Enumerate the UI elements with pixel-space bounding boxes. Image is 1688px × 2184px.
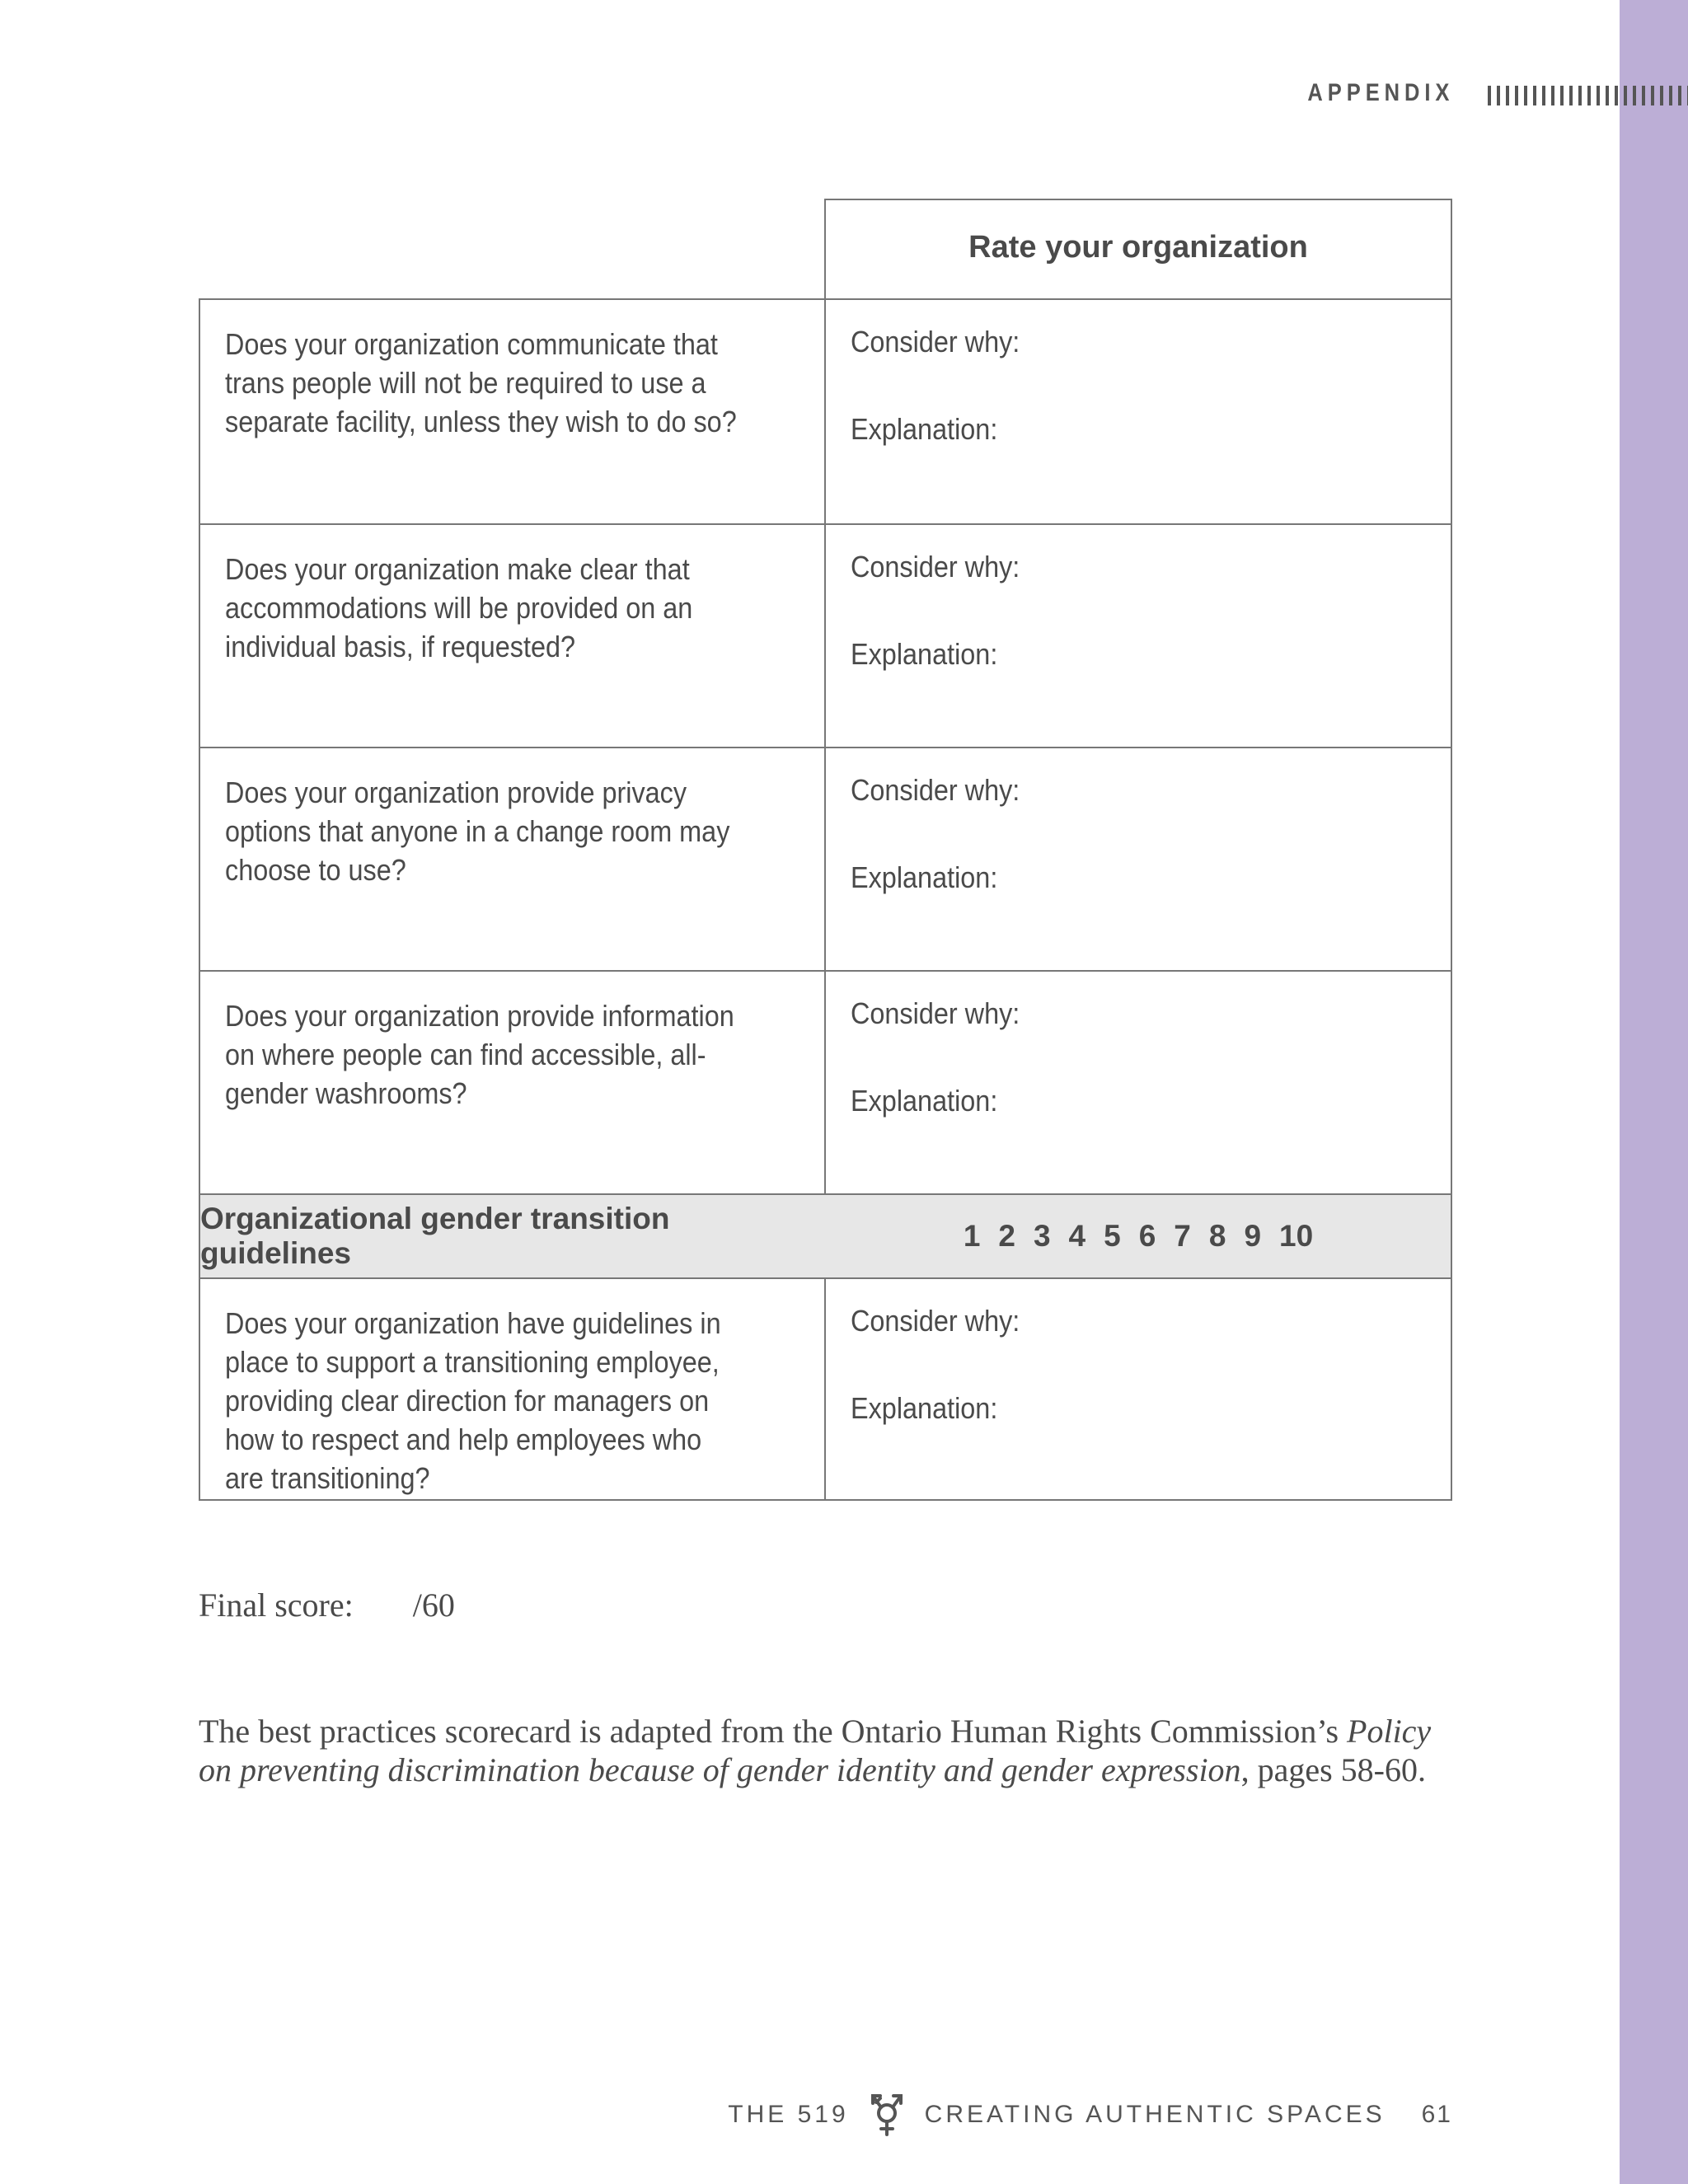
page-footer: [728, 2092, 1452, 2138]
source-credit: [199, 1712, 1460, 1789]
rating-header-title: Rate your organization: [968, 230, 1308, 265]
final-score-total[interactable]: /60: [412, 1586, 455, 1624]
question-text: Does your organization make clear that accommodations will be provided on an individual basis, if requested?: [225, 552, 693, 663]
footer-publication: CREATING AUTHENTIC SPACES: [924, 2101, 1386, 2128]
side-accent-bar: [1620, 0, 1688, 2184]
final-score: [199, 1586, 455, 1624]
section-title: Organizational gender transition guidelines: [200, 1202, 670, 1270]
consider-why-label: Consider why:: [851, 550, 1020, 583]
consider-why-label: Consider why:: [851, 1304, 1020, 1338]
rating-scale-number[interactable]: 2: [998, 1219, 1015, 1253]
consider-why-label: Consider why:: [851, 773, 1020, 807]
final-score-label: Final score:: [199, 1586, 354, 1624]
rating-scale-number[interactable]: 5: [1104, 1219, 1121, 1253]
explanation-label: Explanation:: [851, 412, 998, 446]
rating-scale-number[interactable]: 6: [1138, 1219, 1156, 1253]
scorecard-table: [199, 298, 1452, 1501]
explanation-label: Explanation:: [851, 1084, 998, 1118]
policy-title: Policy on preventing discrimination because of gender identity and gender expression: [199, 1713, 1432, 1788]
explanation-label: Explanation:: [851, 1391, 998, 1425]
footer-org: THE 519: [728, 2101, 849, 2128]
question-text: Does your organization communicate that trans people will not be required to use a separate facility, unless they wish to do so?: [225, 327, 737, 438]
credit-pages: , pages 58-60.: [1240, 1751, 1426, 1788]
tick-marks-decoration: [1488, 86, 1688, 105]
explanation-label: Explanation:: [851, 637, 998, 671]
credit-text: The best practices scorecard is adapted from the Ontario Human Rights Commission’s: [199, 1713, 1339, 1750]
table-row: [200, 1277, 1451, 1499]
section-label: APPENDIX: [1307, 79, 1454, 106]
transgender-symbol-icon: [869, 2092, 905, 2138]
rating-scale-number[interactable]: 10: [1279, 1219, 1314, 1253]
table-row: [200, 523, 1451, 747]
question-text: Does your organization have guidelines in place to support a transitioning employee, providing clear direction for managers on how to respect and help employees who are transitioning?: [225, 1306, 721, 1495]
table-row: [200, 970, 1451, 1193]
consider-why-label: Consider why:: [851, 325, 1020, 359]
rating-scale-number[interactable]: 8: [1208, 1219, 1226, 1253]
table-row: [200, 300, 1451, 523]
consider-why-label: Consider why:: [851, 996, 1020, 1030]
rating-scale: [826, 1195, 1451, 1277]
rating-column-header: [824, 199, 1452, 300]
page-header: [1236, 79, 1688, 112]
explanation-label: Explanation:: [851, 860, 998, 894]
section-header-row: [200, 1193, 1451, 1277]
rating-scale-number[interactable]: 7: [1174, 1219, 1191, 1253]
page-number: 61: [1421, 2101, 1452, 2128]
question-text: Does your organization provide information on where people can find accessible, all-gender washrooms?: [225, 999, 734, 1110]
rating-scale-number[interactable]: 3: [1033, 1219, 1051, 1253]
table-row: [200, 747, 1451, 970]
rating-scale-number[interactable]: 4: [1068, 1219, 1086, 1253]
question-text: Does your organization provide privacy options that anyone in a change room may choose to use?: [225, 776, 730, 887]
rating-scale-number[interactable]: 1: [963, 1219, 981, 1253]
rating-scale-number[interactable]: 9: [1244, 1219, 1262, 1253]
